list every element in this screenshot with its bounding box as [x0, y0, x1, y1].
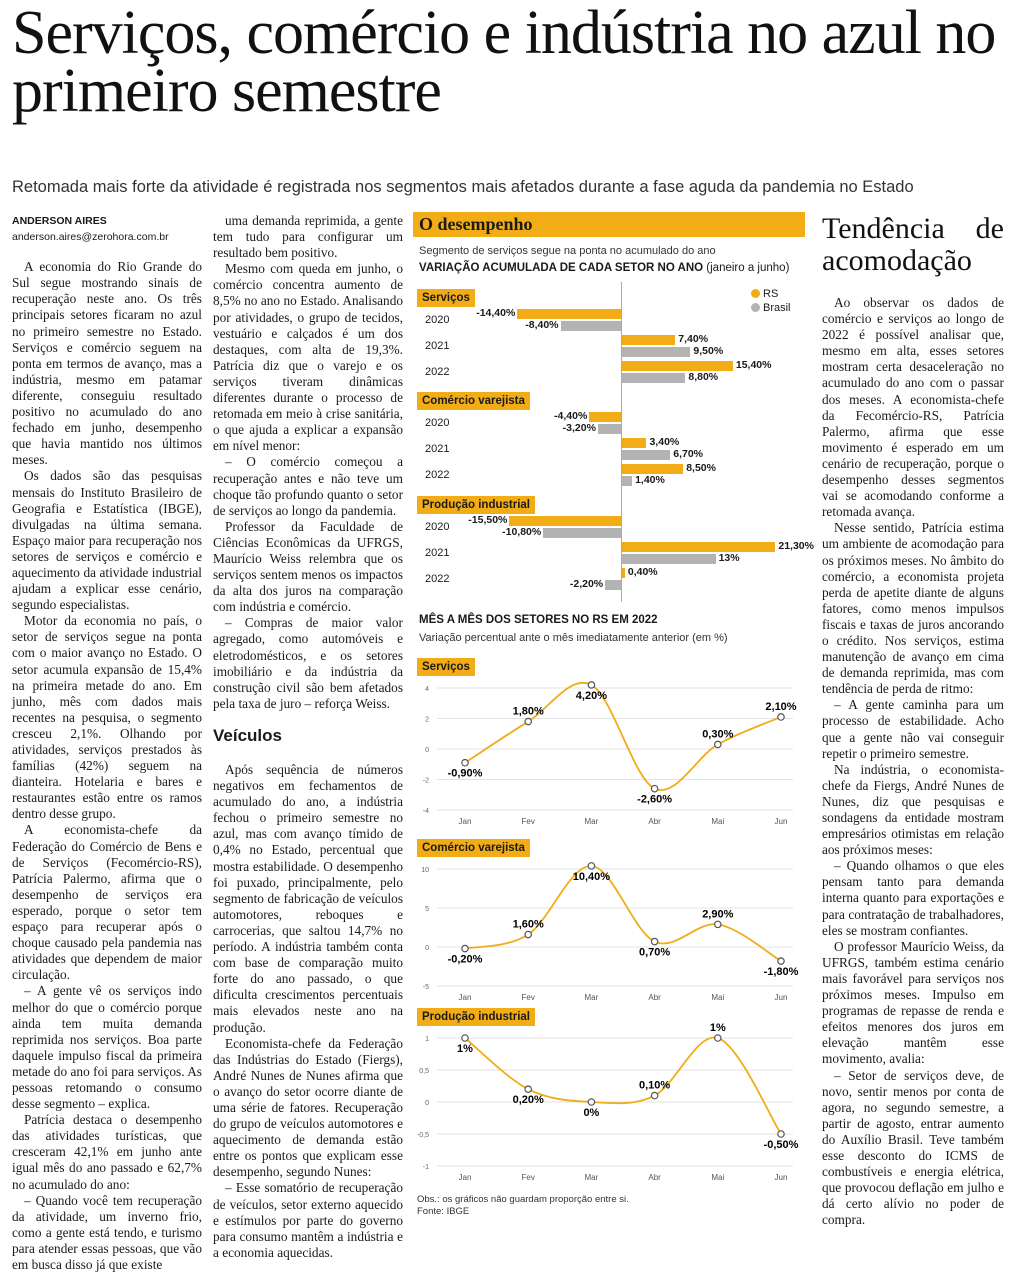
col1-paragraph: A economista-chefe da Federação do Comércio de Bens e de Serviços (Fecomércio-RS), Patrícia Palermo, afirma que o desempenho de serviços era esperado, porque o setor tem espaço para recuperar após o choque causado pela pandemia nas atividades que dependem de maior circulação. [12, 822, 202, 983]
data-point [462, 1035, 468, 1041]
x-tick-label: Jan [458, 993, 472, 1002]
y-tick-label: 1 [425, 1036, 429, 1043]
bar-value-br: 6,70% [673, 448, 704, 460]
bar-value-br: -2,20% [569, 578, 604, 590]
data-point [651, 785, 657, 791]
x-tick-label: Mar [584, 1173, 599, 1182]
y-tick-label: -2 [422, 777, 429, 785]
data-label: 0,70% [638, 946, 671, 959]
x-tick-label: Fev [521, 1173, 535, 1182]
legend-brasil-label: Brasil [763, 302, 791, 314]
bar-value-br: 1,40% [635, 474, 665, 486]
col1-paragraph: A economia do Rio Grande do Sul segue mostrando sinais de recuperação neste ano. Os três principais setores ficaram no azul no primeiro semestre no Estado. Serviços e comércio seguem na ponta em termos de avanço, mas a indústria, mesmo em patamar diferente, conseguiu resultado positivo no acumulado do ano fechado em junho, desempenho que havia mantido nos últimos meses. [12, 259, 202, 468]
year-label: 2020 [425, 314, 450, 326]
infographic-intro: Segmento de serviços segue na ponta no acumulado do ano [419, 245, 716, 257]
series-line [465, 1037, 781, 1134]
year-label: 2021 [425, 547, 450, 559]
x-tick-label: Abr [648, 993, 661, 1002]
bar-br [622, 554, 716, 564]
col2b-paragraph: Economista-chefe da Federação das Indústrias do Estado (Fiergs), André Nunes de Nunes afirma que o avanço do setor ocorre diante de uma série de fatores. Recuperação do grupo de veículos automotores e aquecimento de demanda estão entre os pontos que explicam esse desempenho, segundo Nunes: [213, 1035, 403, 1180]
bar-br [598, 424, 621, 434]
author-email[interactable]: anderson.aires@zerohora.com.br [12, 231, 169, 244]
x-tick-label: Jan [458, 1173, 472, 1182]
bar-br [622, 373, 685, 383]
y-tick-label: 0 [425, 747, 429, 754]
byline: ANDERSON AIRES [12, 215, 107, 227]
year-label: 2020 [425, 417, 450, 429]
data-point [715, 741, 721, 747]
col2-paragraph: – O comércio começou a recuperação antes e não teve um choque tão profundo quanto o setor de serviços ao longo da pandemia. [213, 454, 403, 518]
data-label: 1% [709, 1022, 726, 1034]
bar-value-rs: 0,40% [627, 566, 658, 578]
x-tick-label: Mai [711, 1173, 725, 1182]
col4-paragraph: Ao observar os dados de comércio e serviços ao longo de 2022 é possível analisar que, mesmo em alta, esses setores mostram certa desaceleração no acumulado do ano com o passar dos meses. A economista-chefe da Fecomércio-RS, Patrícia Palermo, afirma que esse movimento é esperado em um cenário de recuperação, porque o desempenho desses segmentos vai se acomodando conforme a retomada avança. [822, 295, 1004, 520]
data-point [778, 1131, 784, 1137]
x-tick-label: Mar [584, 993, 599, 1002]
article-column-2 [213, 213, 403, 1261]
col1-paragraph: Os dados são das pesquisas mensais do Instituto Brasileiro de Geografia e Estatística (IBGE), divulgadas na última semana. Espaço maior para recuperação nos setores de serviços e comércio e aquecimento da atividade industrial ajudam a explicar esse cenário, segundo especialistas. [12, 468, 202, 613]
line-chart-label: Produção industrial [417, 1008, 535, 1026]
data-label: 10,40% [572, 870, 611, 883]
bar-br [622, 347, 690, 357]
x-tick-label: Jun [774, 1173, 788, 1182]
sidebar-column [822, 213, 1004, 1228]
bar-value-rs: 3,40% [649, 436, 680, 448]
data-point [715, 921, 721, 927]
col4-paragraph: Na indústria, o economista-chefe da Fiergs, André Nunes de Nunes, diz que pesquisas e sondagens da entidade mostram empresários otimistas em relação aos próximos meses: [822, 761, 1004, 858]
bar-value-rs: 21,30% [778, 540, 814, 552]
x-tick-label: Abr [648, 817, 661, 826]
data-point [588, 863, 594, 869]
bar-br [605, 580, 621, 590]
bar-rs [622, 542, 775, 552]
x-tick-label: Abr [648, 1173, 661, 1182]
x-tick-label: Mai [711, 817, 725, 826]
y-tick-label: 0,5 [419, 1068, 429, 1075]
x-tick-label: Mar [584, 817, 599, 826]
x-tick-label: Jun [774, 817, 788, 826]
data-label: -0,20% [447, 953, 483, 966]
bar-rs [517, 309, 621, 319]
data-point [525, 718, 531, 724]
data-point [778, 958, 784, 964]
line-chart-3 [413, 1022, 806, 1196]
data-point [715, 1035, 721, 1041]
data-label: 2,90% [702, 908, 734, 921]
col2b-paragraph: Após sequência de números negativos em fechamentos de acumulado do ano, a indústria fechou o primeiro semestre no azul, mas com avanço tímido de 0,4% no Estado, percentual que mostra estabilidade. O desempenho foi puxado, principalmente, pelo segmento de fabricação de veículos automotores, reboques e carrocerias, que saltou 14,7% no período. A indústria também conta com base de comparação muito forte do ano passado, o que dificulta crescimentos percentuais mais elevados neste ano na produção. [213, 762, 403, 1035]
bar-rs [622, 361, 733, 371]
legend-brasil [751, 302, 791, 314]
y-tick-label: 5 [425, 906, 429, 913]
col1-paragraph: – Quando você tem recuperação da atividade, um inverno frio, como a gente está tendo, e turismo para atender essas pessoas, que vão em busca disso já que existe [12, 1192, 202, 1272]
y-tick-label: -0,5 [416, 1132, 429, 1139]
data-label: 1,80% [512, 705, 544, 718]
x-tick-label: Jan [458, 817, 472, 826]
line-chart-label: Comércio varejista [417, 839, 530, 857]
bar-value-br: -10,80% [502, 526, 542, 538]
col4-paragraph: – Setor de serviços deve, de novo, sentir menos por conta de agora, no segundo semestre, a partir de agosto, entrar aumento do Auxílio Brasil. Teve também esse desconto do ICMS de combustíveis e energia elétrica, que provocou deflação em julho e dá certo alívio no poder de compra. [822, 1067, 1004, 1228]
series-line [465, 683, 781, 790]
col2-paragraph: – Compras de maior valor agregado, como automóveis e eletrodomésticos, e os setores imobiliário e da indústria da construção civil são bem afetados pela taxa de juro – reforça Weiss. [213, 615, 403, 711]
y-tick-label: 4 [425, 686, 429, 693]
data-label: 4,20% [575, 689, 608, 702]
col1-paragraph: – A gente vê os serviços indo melhor do que o comércio porque ainda tem muita demanda reprimida nos serviços. Boa parte daquele impulso fiscal da primeira metade do ano foi para serviços. As pessoas retomando o consumo desse segmento – explica. [12, 983, 202, 1112]
bar-value-rs: -4,40% [554, 410, 588, 422]
bar-value-br: 13% [718, 552, 740, 564]
y-tick-label: -4 [422, 808, 429, 815]
line-chart-title: MÊS A MÊS DOS SETORES NO RS EM 2022 [419, 614, 658, 626]
col4-paragraph: O professor Maurício Weiss, da UFRGS, também estima cenário mais favorável para serviços nos próximos meses. Impulso em programas de repasse de renda e efeitos menores dos juros em elevação mantêm esse movimento, avalia: [822, 938, 1004, 1067]
bar-value-br: -3,20% [562, 422, 596, 434]
line-chart-1 [413, 688, 806, 840]
legend-rs-swatch [751, 289, 760, 298]
data-point [525, 1086, 531, 1092]
year-label: 2020 [425, 521, 450, 533]
x-tick-label: Fev [521, 817, 535, 826]
subheadline: Retomada mais forte da atividade é registrada nos segmentos mais afetados durante a fase aguda da pandemia no Estado [12, 178, 914, 196]
col2b-paragraph: – Esse somatório de recuperação de veículos, setor externo aquecido e estímulos por parte do governo para consumo mantêm a indústria e a economia aquecidas. [213, 1180, 403, 1260]
bar-value-rs: 8,50% [686, 462, 716, 474]
col1-paragraph: Patrícia destaca o desempenho das atividades turísticas, que cresceram 42,1% em junho ante igual mês do ano passado e 62,7% no acumulado do ano: [12, 1112, 202, 1192]
x-tick-label: Jun [774, 993, 788, 1002]
bar-br [622, 450, 670, 460]
data-point [588, 1099, 594, 1105]
col2-paragraph: Professor da Faculdade de Ciências Econômicas da UFRGS, Maurício Weiss relembra que os serviços sentem menos os impactos da alta dos juros na comparação com indústria e comércio. [213, 518, 403, 615]
bar-value-br: 9,50% [693, 345, 724, 357]
legend-brasil-swatch [751, 303, 760, 312]
col2-paragraph: uma demanda reprimida, a gente tem tudo para configurar um resultado bem positivo. [213, 213, 403, 261]
bar-br [561, 321, 621, 331]
year-label: 2022 [425, 366, 450, 378]
data-label: 2,10% [765, 700, 797, 713]
line-chart-2 [413, 869, 806, 1016]
col4-paragraph: Nesse sentido, Patrícia estima um ambiente de acomodação para os próximos meses. No âmbito do comércio, a economista projeta perda de apetite diante de alguns fatores, como menos impulsos fiscais e taxas de juros ancorando o crédito. Nos serviços, estima manutenção de avanço em cima de demanda reprimida, mas com tendência de perda de ritmo: [822, 520, 1004, 697]
data-label: -0,50% [763, 1139, 799, 1151]
line-chart-note: Variação percentual ante o mês imediatamente anterior (em %) [419, 632, 728, 644]
section-subhead: Veículos [213, 725, 282, 745]
obs-note: Obs.: os gráficos não guardam proporção entre si. [417, 1194, 629, 1205]
bar-value-rs: 7,40% [678, 333, 709, 345]
y-tick-label: 0 [425, 945, 429, 952]
bar-group-label: Comércio varejista [417, 392, 530, 410]
bar-value-rs: -15,50% [468, 514, 508, 526]
year-label: 2021 [425, 340, 450, 352]
data-point [651, 938, 657, 944]
bar-rs [622, 568, 625, 578]
data-point [778, 714, 784, 720]
legend-rs [751, 288, 778, 300]
data-label: 0,10% [638, 1079, 671, 1092]
bar-group-label: Serviços [417, 289, 475, 307]
col1-paragraph: Motor da economia no país, o setor de serviços segue na ponta com o maior avanço no Estado. O setor acumula expansão de 15,4% na primeira metade do ano. Em junho, mês com dados mais recentes na pesquisa, o segmento cresceu 2,1%. Olhando por atividades, serviços prestados às famílias (42%) seguem na dianteira. Hotelaria e bares e restaurantes estão entre os ramos dentro desse grupo. [12, 613, 202, 822]
bar-rs [622, 438, 646, 448]
infographic [413, 212, 814, 1222]
bar-rs [509, 516, 621, 526]
data-label: 0% [583, 1107, 600, 1119]
sidebar-title: Tendência de acomodação [822, 212, 1004, 277]
article-column-1 [12, 213, 202, 1273]
y-tick-label: 0 [425, 1100, 429, 1107]
bar-rs [622, 335, 675, 345]
data-point [462, 945, 468, 951]
year-label: 2022 [425, 469, 450, 481]
data-label: 0,20% [512, 1094, 544, 1107]
data-label: 1,60% [512, 918, 544, 931]
bar-value-br: -8,40% [525, 319, 559, 331]
x-tick-label: Fev [521, 993, 535, 1002]
data-label: -2,60% [637, 793, 673, 806]
y-tick-label: -1 [422, 1164, 429, 1171]
data-label: -1,80% [763, 966, 799, 979]
data-label: 1% [457, 1043, 473, 1055]
data-label: 0,30% [702, 728, 734, 741]
bar-rs [622, 464, 683, 474]
x-tick-label: Mai [711, 993, 725, 1002]
bar-value-br: 8,80% [688, 371, 719, 383]
bar-value-rs: 15,40% [735, 359, 772, 371]
data-point [588, 682, 594, 688]
data-point [462, 760, 468, 766]
bar-br [543, 528, 621, 538]
col4-paragraph: – Quando olhamos o que eles pensam tanto para demanda interna quanto para exportações e para contratação de trabalhadores, eles se mostram confiantes. [822, 858, 1004, 938]
year-label: 2022 [425, 573, 450, 585]
bar-group-label: Produção industrial [417, 496, 535, 514]
line-chart-label: Serviços [417, 658, 475, 676]
y-tick-label: -5 [422, 984, 429, 991]
headline: Serviços, comércio e indústria no azul no primeiro semestre [12, 0, 996, 125]
data-point [651, 1092, 657, 1098]
bar-rs [589, 412, 621, 422]
bar-chart-title: VARIAÇÃO ACUMULADA DE CADA SETOR NO ANO (janeiro a junho) [419, 262, 790, 274]
year-label: 2021 [425, 443, 450, 455]
bar-value-rs: -14,40% [476, 307, 516, 319]
infographic-title: O desempenho [413, 212, 805, 237]
y-tick-label: 10 [421, 867, 429, 874]
source-note: Fonte: IBGE [417, 1206, 470, 1217]
y-tick-label: 2 [425, 716, 429, 724]
legend-rs-label: RS [763, 288, 779, 300]
bar-br [622, 476, 632, 486]
col2-paragraph: Mesmo com queda em junho, o comércio concentra aumento de 8,5% no ano no Estado. Analisando por atividades, o grupo de tecidos, vestuário e calçados é um dos destaques, com alta de 19,3%. Patrícia diz que o varejo e os serviços tiveram dinâmicas diferentes durante o processo de retomada em meio à crise sanitária, o que ajuda a explicar a expansão em nível menor: [213, 261, 403, 454]
data-label: -0,90% [447, 767, 483, 780]
col4-paragraph: – A gente caminha para um processo de estabilidade. Acho que a gente não vai conseguir repetir o primeiro semestre. [822, 697, 1004, 761]
data-point [525, 931, 531, 937]
